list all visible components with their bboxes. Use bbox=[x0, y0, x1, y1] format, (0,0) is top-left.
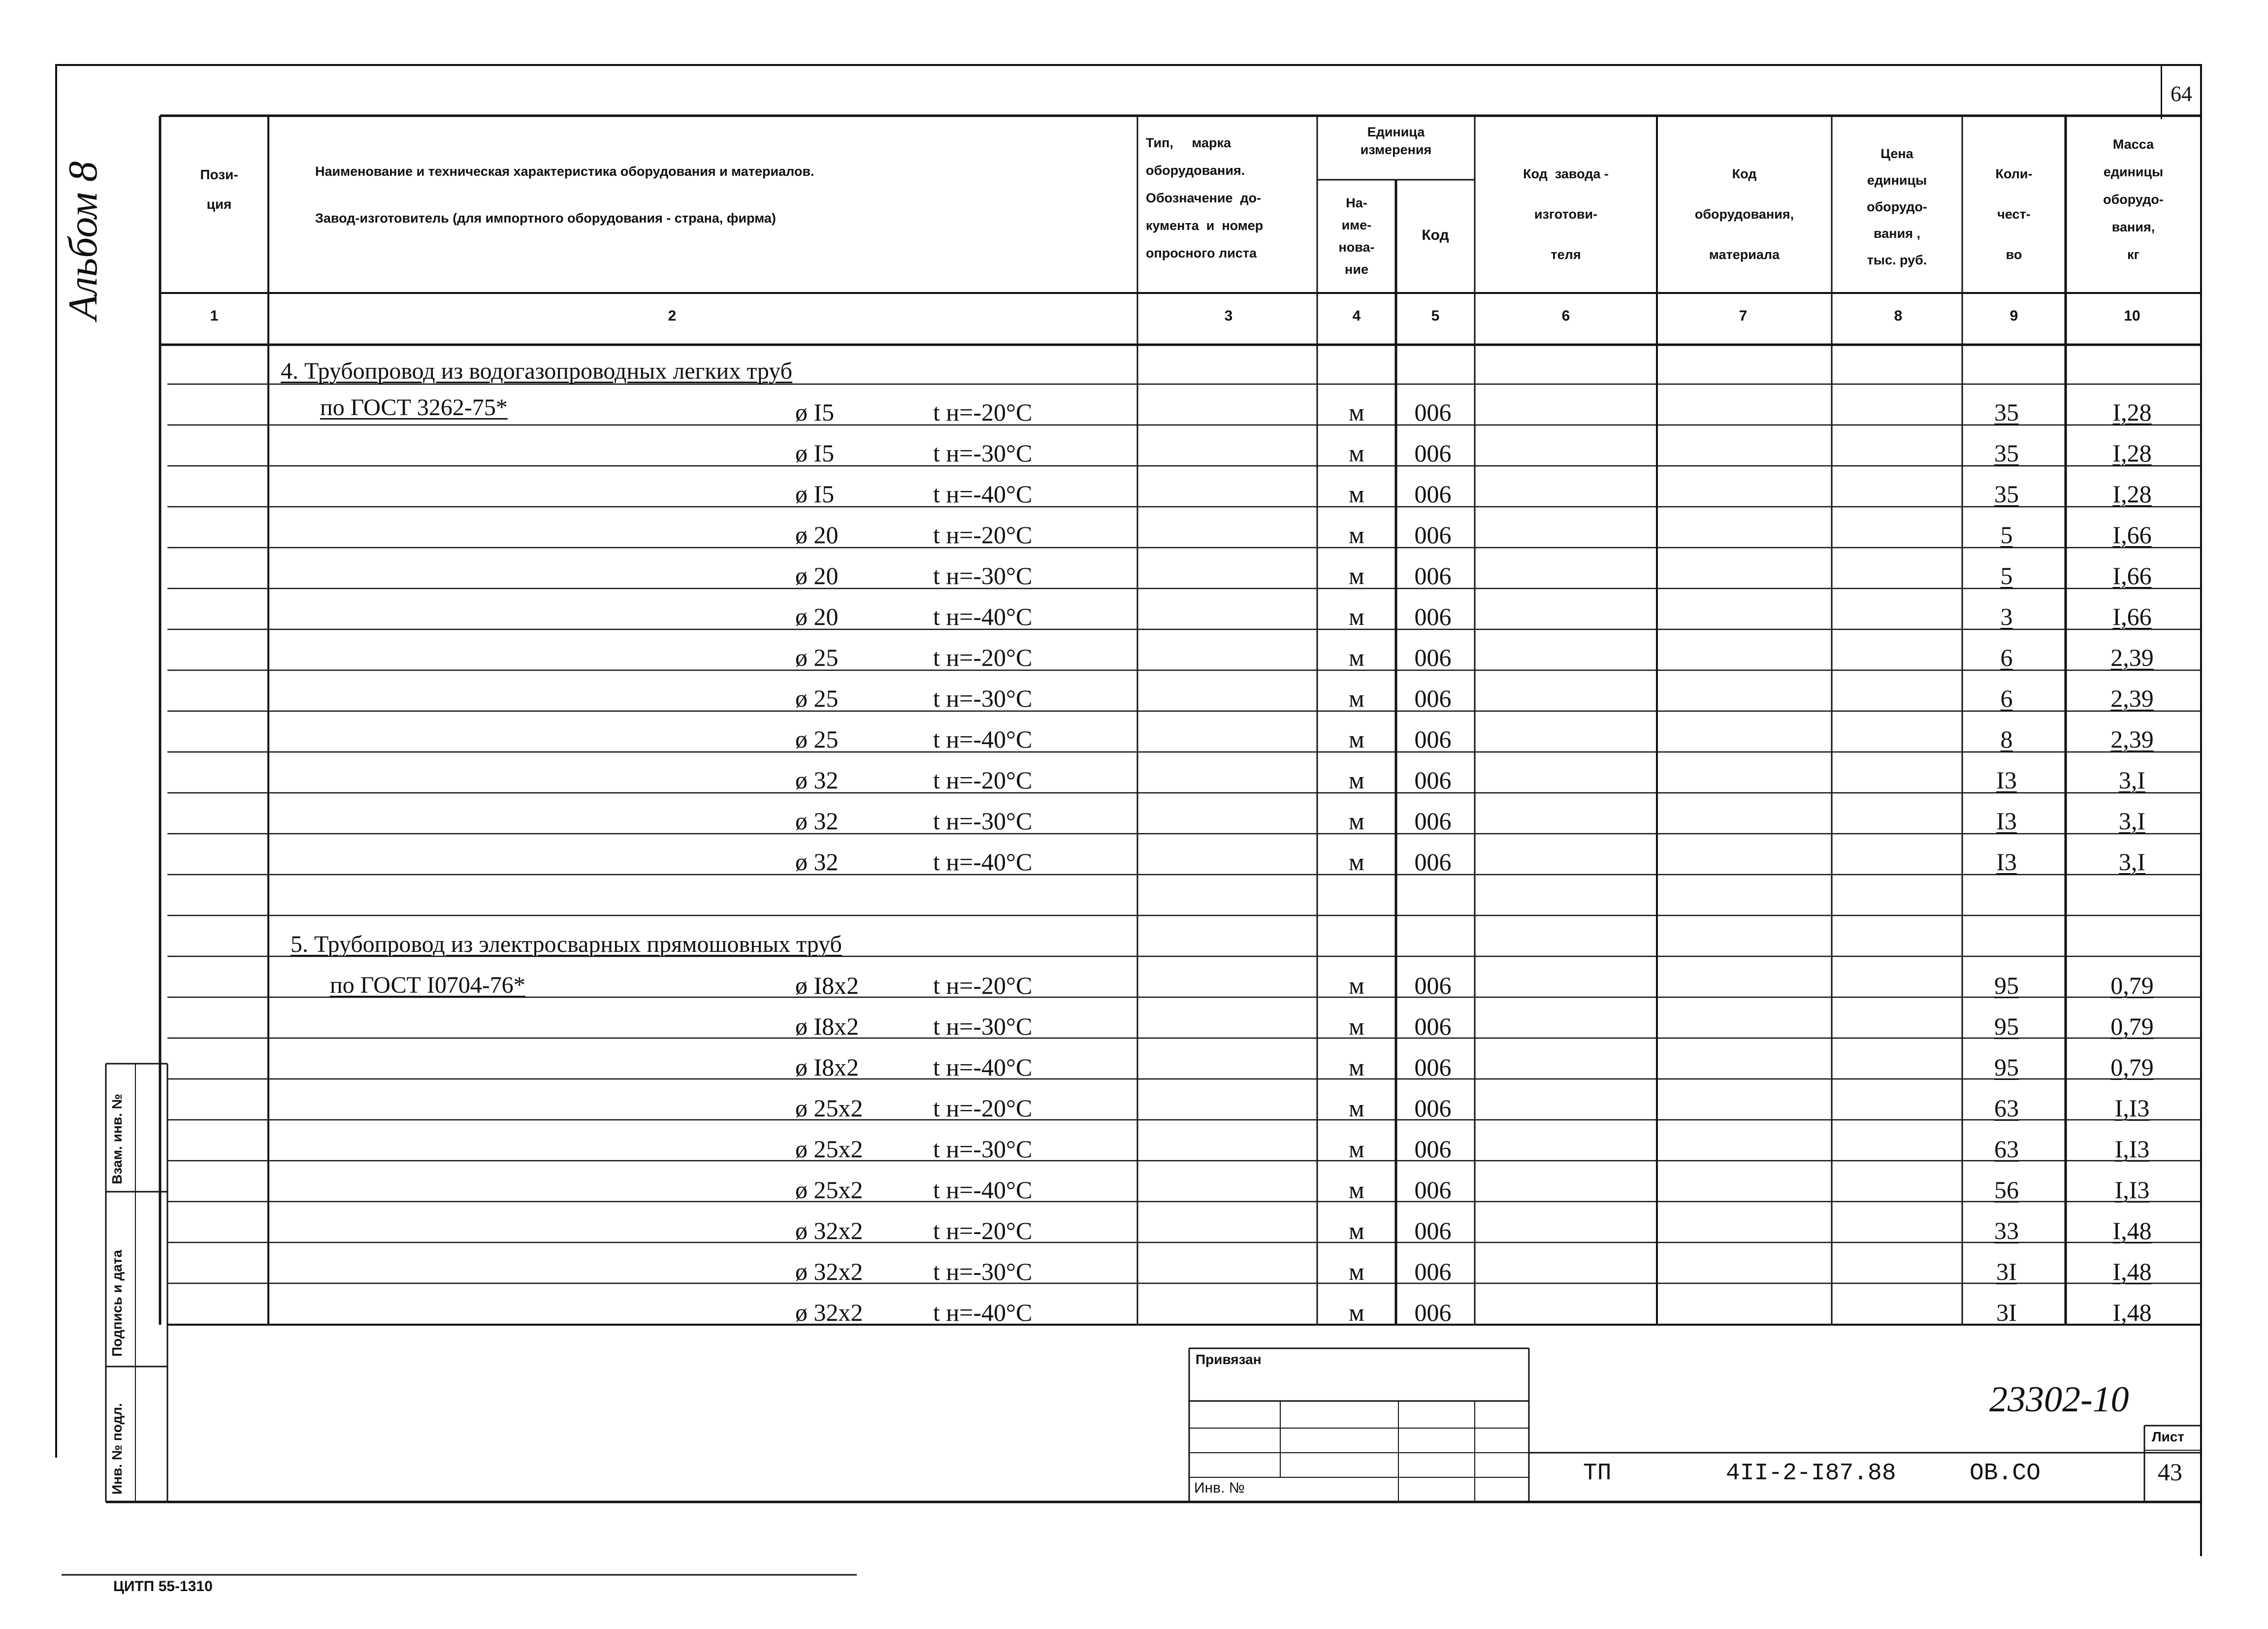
col9-header: Коли- чест- во bbox=[1995, 166, 2033, 262]
row-temperature: t н=-20°C bbox=[933, 972, 1033, 999]
row-mass: I,28 bbox=[2112, 439, 2152, 467]
row-unit: м bbox=[1349, 725, 1364, 753]
unit-group-header: Единица измерения bbox=[1360, 125, 1432, 157]
section-code: ОВ.СО bbox=[1970, 1460, 2041, 1487]
row-mass: 2,39 bbox=[2110, 684, 2154, 712]
row-code: 006 bbox=[1414, 439, 1452, 467]
row-mass: 2,39 bbox=[2110, 644, 2154, 671]
row-unit: м bbox=[1349, 603, 1364, 630]
row-diameter: ø 25x2 bbox=[795, 1176, 863, 1204]
doc-type: ТП bbox=[1583, 1460, 1612, 1487]
page-number: 64 bbox=[2171, 82, 2192, 106]
row-diameter: ø I5 bbox=[795, 480, 835, 508]
row-unit: м bbox=[1349, 1299, 1364, 1326]
row-code: 006 bbox=[1414, 603, 1452, 630]
row-temperature: t н=-20°C bbox=[933, 1094, 1033, 1122]
row-diameter: ø I8x2 bbox=[795, 1053, 859, 1081]
row-diameter: ø 20 bbox=[795, 521, 839, 549]
row-quantity: 63 bbox=[1994, 1094, 2019, 1122]
side-stamp-sign-date: Подпись и дата bbox=[109, 1250, 125, 1357]
col7-header: Код оборудования, материала bbox=[1694, 166, 1794, 262]
row-temperature: t н=-20°C bbox=[933, 521, 1033, 549]
row-diameter: ø 25 bbox=[795, 644, 839, 671]
row-quantity: 33 bbox=[1994, 1217, 2019, 1244]
row-temperature: t н=-30°C bbox=[933, 1012, 1033, 1040]
col-num-2: 2 bbox=[668, 308, 677, 324]
col-num-9: 9 bbox=[2009, 308, 2018, 324]
row-diameter: ø 20 bbox=[795, 603, 839, 630]
row-mass: I,66 bbox=[2112, 603, 2152, 630]
row-unit: м bbox=[1349, 562, 1364, 589]
row-unit: м bbox=[1349, 1176, 1364, 1204]
row-diameter: ø 32 bbox=[795, 766, 839, 794]
row-quantity: 95 bbox=[1994, 972, 2019, 999]
inv-no-label: Инв. № bbox=[1194, 1480, 1245, 1496]
project-code: 4II-2-I87.88 bbox=[1726, 1460, 1896, 1487]
row-diameter: ø 25x2 bbox=[795, 1135, 863, 1163]
row-mass: I,28 bbox=[2112, 398, 2152, 426]
row-code: 006 bbox=[1414, 725, 1452, 753]
row-code: 006 bbox=[1414, 1299, 1452, 1326]
col8-header: Цена единицы оборудо- вания , тыс. руб. bbox=[1867, 146, 1927, 267]
row-mass: 2,39 bbox=[2110, 725, 2154, 753]
row-temperature: t н=-20°C bbox=[933, 644, 1033, 671]
section4-standard: по ГОСТ 3262-75* bbox=[320, 394, 508, 421]
row-temperature: t н=-20°C bbox=[933, 1217, 1033, 1244]
row-diameter: ø I8x2 bbox=[795, 1012, 859, 1040]
row-temperature: t н=-40°C bbox=[933, 848, 1033, 876]
row-mass: I,48 bbox=[2112, 1217, 2152, 1244]
row-mass: I,I3 bbox=[2114, 1094, 2150, 1122]
row-unit: м bbox=[1349, 1012, 1364, 1040]
row-mass: 0,79 bbox=[2110, 1012, 2154, 1040]
row-temperature: t н=-20°C bbox=[933, 398, 1033, 426]
row-quantity: 8 bbox=[2000, 725, 2013, 753]
col-num-8: 8 bbox=[1894, 308, 1903, 324]
row-temperature: t н=-30°C bbox=[933, 562, 1033, 589]
row-diameter: ø 32x2 bbox=[795, 1299, 863, 1326]
row-quantity: 63 bbox=[1994, 1135, 2019, 1163]
row-code: 006 bbox=[1414, 480, 1452, 508]
row-quantity: 56 bbox=[1994, 1176, 2019, 1204]
row-unit: м bbox=[1349, 1094, 1364, 1122]
side-stamp-inv-orig: Инв. № подл. bbox=[109, 1403, 125, 1495]
row-diameter: ø 32 bbox=[795, 807, 839, 835]
album-label: Альбом 8 bbox=[60, 161, 106, 320]
row-code: 006 bbox=[1414, 848, 1452, 876]
row-code: 006 bbox=[1414, 807, 1452, 835]
row-unit: м bbox=[1349, 480, 1364, 508]
row-mass: 3,I bbox=[2118, 848, 2146, 876]
col1-header: Пози- ция bbox=[200, 167, 238, 212]
row-unit: м bbox=[1349, 1135, 1364, 1163]
row-diameter: ø I5 bbox=[795, 398, 835, 426]
col5-header: Код bbox=[1422, 227, 1449, 243]
row-code: 006 bbox=[1414, 1217, 1452, 1244]
col-num-1: 1 bbox=[210, 308, 219, 324]
row-mass: I,66 bbox=[2112, 562, 2152, 589]
row-unit: м bbox=[1349, 439, 1364, 467]
row-quantity: 95 bbox=[1994, 1012, 2019, 1040]
bound-label: Привязан bbox=[1196, 1352, 1262, 1367]
row-temperature: t н=-40°C bbox=[933, 480, 1033, 508]
row-code: 006 bbox=[1414, 562, 1452, 589]
row-quantity: 3 bbox=[2000, 603, 2013, 630]
row-code: 006 bbox=[1414, 1258, 1452, 1285]
row-quantity: 95 bbox=[1994, 1053, 2019, 1081]
col-num-3: 3 bbox=[1224, 308, 1233, 324]
row-code: 006 bbox=[1414, 1176, 1452, 1204]
sheet-number: 43 bbox=[2158, 1458, 2182, 1486]
row-quantity: 35 bbox=[1994, 398, 2019, 426]
row-temperature: t н=-30°C bbox=[933, 1258, 1033, 1285]
row-temperature: t н=-30°C bbox=[933, 439, 1033, 467]
row-diameter: ø 25 bbox=[795, 725, 839, 753]
col-num-7: 7 bbox=[1739, 308, 1748, 324]
row-unit: м bbox=[1349, 1258, 1364, 1285]
row-diameter: ø I8x2 bbox=[795, 972, 859, 999]
row-temperature: t н=-30°C bbox=[933, 684, 1033, 712]
col-num-4: 4 bbox=[1352, 308, 1361, 324]
row-quantity: I3 bbox=[1996, 807, 2017, 835]
col-num-10: 10 bbox=[2124, 308, 2140, 324]
col3-header: Тип, марка оборудования. Обозначение до- кумента и номер опросного листа bbox=[1146, 135, 1264, 261]
row-unit: м bbox=[1349, 848, 1364, 876]
row-diameter: ø 32x2 bbox=[795, 1258, 863, 1285]
row-quantity: 6 bbox=[2000, 644, 2013, 671]
row-quantity: I3 bbox=[1996, 766, 2017, 794]
sheet-label: Лист bbox=[2152, 1429, 2185, 1444]
row-diameter: ø 32x2 bbox=[795, 1217, 863, 1244]
row-unit: м bbox=[1349, 972, 1364, 999]
row-unit: м bbox=[1349, 1217, 1364, 1244]
section4-heading: 4. Трубопровод из водогазопроводных легких труб bbox=[281, 358, 793, 384]
row-diameter: ø 32 bbox=[795, 848, 839, 876]
row-code: 006 bbox=[1414, 1094, 1452, 1122]
col2-header: Наименование и техническая характеристика оборудования и материалов. bbox=[315, 164, 814, 179]
col-num-6: 6 bbox=[1561, 308, 1570, 324]
row-mass: 3,I bbox=[2118, 766, 2146, 794]
footer-code: ЦИТП 55-1310 bbox=[113, 1578, 213, 1595]
row-quantity: 3I bbox=[1996, 1299, 2017, 1326]
row-unit: м bbox=[1349, 684, 1364, 712]
archive-number: 23302-10 bbox=[1989, 1379, 2129, 1420]
row-code: 006 bbox=[1414, 1053, 1452, 1081]
side-stamp-inv-replace: Взам. инв. № bbox=[109, 1094, 125, 1184]
row-unit: м bbox=[1349, 521, 1364, 549]
row-code: 006 bbox=[1414, 644, 1452, 671]
row-code: 006 bbox=[1414, 972, 1452, 999]
row-unit: м bbox=[1349, 644, 1364, 671]
row-temperature: t н=-40°C bbox=[933, 1053, 1033, 1081]
row-code: 006 bbox=[1414, 684, 1452, 712]
row-quantity: 6 bbox=[2000, 684, 2013, 712]
row-mass: I,48 bbox=[2112, 1258, 2152, 1285]
row-unit: м bbox=[1349, 807, 1364, 835]
col2-subheader: Завод-изготовитель (для импортного оборудования - страна, фирма) bbox=[315, 211, 776, 226]
row-quantity: 3I bbox=[1996, 1258, 2017, 1285]
row-code: 006 bbox=[1414, 398, 1452, 426]
row-quantity: 35 bbox=[1994, 439, 2019, 467]
row-mass: 0,79 bbox=[2110, 1053, 2154, 1081]
col4-header: На- име- нова- ние bbox=[1338, 195, 1375, 277]
row-mass: I,I3 bbox=[2114, 1176, 2150, 1204]
row-code: 006 bbox=[1414, 521, 1452, 549]
col6-header: Код завода - изготови- теля bbox=[1523, 166, 1609, 262]
col10-header: Масса единицы оборудо- вания, кг bbox=[2103, 137, 2164, 262]
row-temperature: t н=-40°C bbox=[933, 725, 1033, 753]
row-quantity: 5 bbox=[2000, 562, 2013, 589]
row-diameter: ø 25 bbox=[795, 684, 839, 712]
row-code: 006 bbox=[1414, 1012, 1452, 1040]
row-quantity: 35 bbox=[1994, 480, 2019, 508]
section5-standard: по ГОСТ I0704-76* bbox=[330, 972, 525, 998]
row-temperature: t н=-30°C bbox=[933, 1135, 1033, 1163]
row-quantity: I3 bbox=[1996, 848, 2017, 876]
section5-heading: 5. Трубопровод из электросварных прямошовных труб bbox=[291, 931, 842, 957]
row-diameter: ø 20 bbox=[795, 562, 839, 589]
row-mass: 0,79 bbox=[2110, 972, 2154, 999]
row-unit: м bbox=[1349, 398, 1364, 426]
row-unit: м bbox=[1349, 766, 1364, 794]
row-diameter: ø 25x2 bbox=[795, 1094, 863, 1122]
row-temperature: t н=-40°C bbox=[933, 603, 1033, 630]
row-code: 006 bbox=[1414, 1135, 1452, 1163]
row-temperature: t н=-40°C bbox=[933, 1176, 1033, 1204]
row-mass: I,66 bbox=[2112, 521, 2152, 549]
row-diameter: ø I5 bbox=[795, 439, 835, 467]
row-mass: I,I3 bbox=[2114, 1135, 2150, 1163]
row-temperature: t н=-40°C bbox=[933, 1299, 1033, 1326]
row-mass: 3,I bbox=[2118, 807, 2146, 835]
row-unit: м bbox=[1349, 1053, 1364, 1081]
row-quantity: 5 bbox=[2000, 521, 2013, 549]
row-temperature: t н=-30°C bbox=[933, 807, 1033, 835]
row-mass: I,48 bbox=[2112, 1299, 2152, 1326]
row-temperature: t н=-20°C bbox=[933, 766, 1033, 794]
col-num-5: 5 bbox=[1431, 308, 1440, 324]
row-code: 006 bbox=[1414, 766, 1452, 794]
row-mass: I,28 bbox=[2112, 480, 2152, 508]
